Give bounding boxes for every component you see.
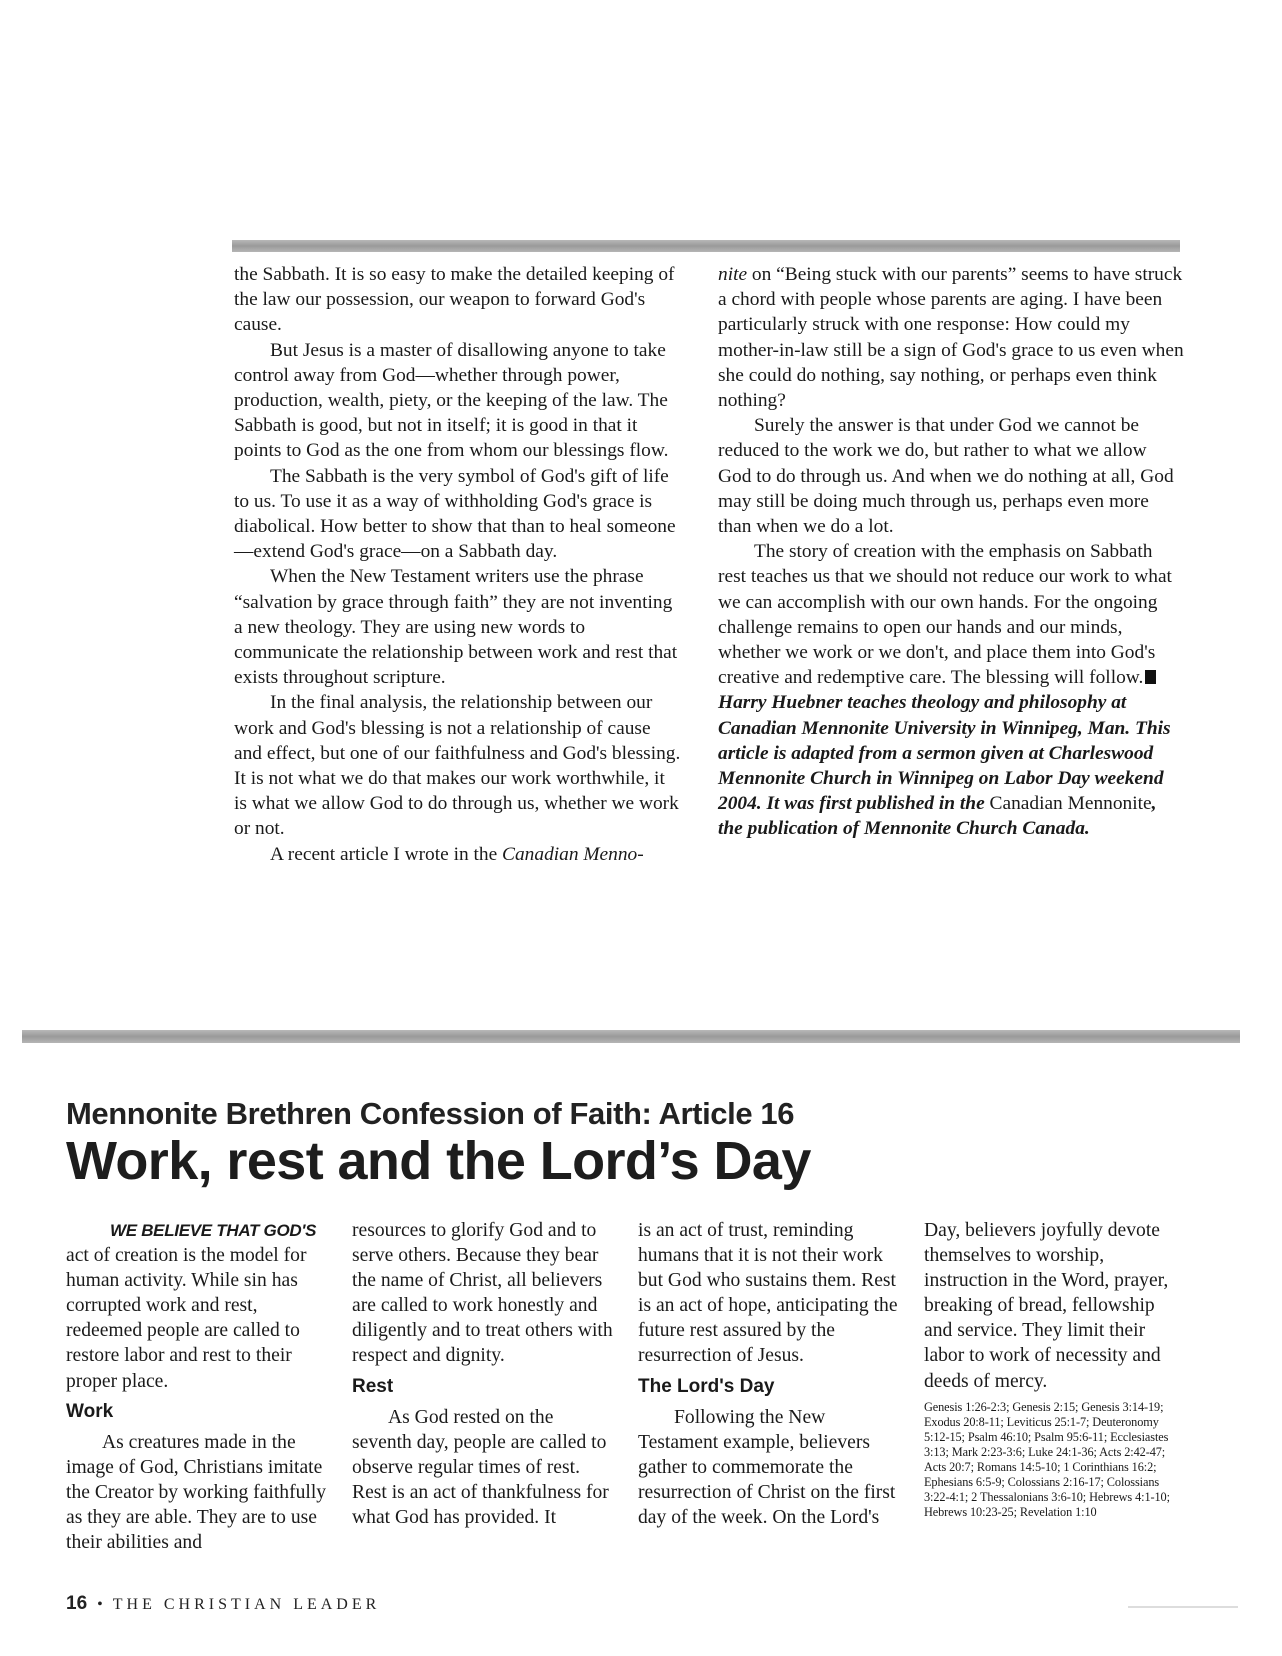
confession-column-1 — [66, 1218, 328, 1555]
lords-day-text-continued: Day, believers joyfully devote themselves to worship, instruction in the Word, prayer, breaking of bread, fellowship and service. They limit their labor to work of necessity and deeds of mercy. — [924, 1220, 1169, 1392]
confession-column-4 — [924, 1218, 1186, 1520]
article-paragraph — [234, 842, 682, 867]
rest-heading: Rest — [352, 1375, 394, 1397]
confession-lead: WE BELIEVE THAT GOD'S — [110, 1221, 317, 1240]
work-heading: Work — [66, 1400, 114, 1422]
article-text: on “Being stuck with our parents” seems to have struck a chord with people whose parents are aging. I have been particularly struck with one response: How could my mother-in-law still be a sign of God's grace to us even when she could do nothing, say nothing, or perhaps even think nothing? — [718, 264, 1184, 412]
article-paragraph — [718, 539, 1184, 690]
confession-column-2 — [352, 1218, 614, 1530]
scan-artifact-line — [1128, 1606, 1238, 1608]
author-bio-text: Harry Huebner teaches theology and philosophy at Canadian Mennonite University in Winnipeg, Man. This article is adapted from a sermon given at Charleswood Mennonite Church in Winnipeg on Labor Day weekend 2004. It was first published in the — [718, 692, 1171, 815]
work-text: As creatures made in the image of God, Christians imitate the Creator by working faithfully as they are able. They are to use their abilities and — [66, 1431, 327, 1554]
footer-bullet: • — [97, 1596, 103, 1613]
article-column-left — [234, 262, 682, 867]
lords-day-text: Following the New Testament example, believers gather to commemorate the resurrection of Christ on the first day of the week. On the Lord's — [638, 1406, 896, 1529]
page-number: 16 — [66, 1593, 88, 1614]
page-footer — [66, 1593, 380, 1615]
article-paragraph: Surely the answer is that under God we cannot be reduced to the work we do, but rather to what we allow God to do through us. And when we do nothing at all, God may still be doing much through us, perhaps even more than when we do a lot. — [718, 415, 1174, 538]
publication-name: THE CHRISTIAN LEADER — [112, 1596, 381, 1613]
author-bio-text-end: , the publication of Mennonite Church Canada. — [718, 793, 1157, 840]
article-paragraph: When the New Testament writers use the phrase “salvation by grace through faith” they are not inventing a new theology. They are using new words to communicate the relationship between work and rest that exists throughout scripture. — [234, 566, 678, 689]
confession-intro: act of creation is the model for human activity. While sin has corrupted work and rest, redeemed people are called to restore labor and rest to their proper place. — [66, 1245, 307, 1392]
article-text: The story of creation with the emphasis on Sabbath rest teaches us that we should not reduce our work to what we can accomplish with our own hands. For the ongoing challenge remains to open our hands and our minds, whether we work or we don't, and place them into God's creative and redemptive care. The blessing will follow. — [718, 541, 1172, 689]
confession-column-3 — [638, 1218, 900, 1530]
confession-headline: Work, rest and the Lord’s Day — [66, 1131, 811, 1191]
publication-title-italic: nite — [718, 264, 748, 285]
confession-kicker: Mennonite Brethren Confession of Faith: Article 16 — [66, 1096, 795, 1131]
publication-title-italic: Canadian Menno- — [502, 843, 644, 865]
article-paragraph — [718, 262, 1184, 413]
scripture-references: Genesis 1:26-2:3; Genesis 2:15; Genesis 3:14-19; Exodus 20:8-11; Leviticus 25:1-7; Deuteronomy 5:12-15; Psalm 46:10; Psalm 95:6-11; Ecclesiastes 3:13; Mark 2:23-3:6; Luke 24:1-36; Acts 2:42-47; Acts 20:7; Romans 14:5-10; 1 Corinthians 16:2; Ephesians 6:5-9; Colossians 2:16-17; Colossians 3:22-4:1; 2 Thessalonians 3:6-10; Hebrews 4:1-10; Hebrews 10:23-25; Revelation 1:10 — [924, 1399, 1170, 1519]
work-text-continued: resources to glorify God and to serve others. Because they bear the name of Christ, all believers are called to work honestly and diligently and to treat others with respect and dignity. — [352, 1220, 613, 1367]
rest-text: As God rested on the seventh day, people are called to observe regular times of rest. Rest is an act of thankfulness for what God has provided. It — [352, 1406, 609, 1529]
rest-text-continued: is an act of trust, reminding humans that it is not their work but God who sustains them. Rest is an act of hope, anticipating the future rest assured by the resurrection of Jesus. — [638, 1220, 898, 1367]
end-of-article-mark — [1145, 670, 1156, 684]
author-bio-publication: Canadian Mennonite — [989, 793, 1152, 815]
article-paragraph: But Jesus is a master of disallowing anyone to take control away from God—whether through power, production, wealth, piety, or the keeping of the law. The Sabbath is good, but not in itself; it is good in that it points to God as the one from whom our blessings flow. — [234, 339, 669, 462]
article-text: A recent article I wrote in the — [270, 843, 503, 865]
lords-day-heading: The Lord's Day — [638, 1375, 775, 1397]
section-divider-rule — [22, 1030, 1240, 1043]
article-column-right — [718, 262, 1184, 842]
article-paragraph: The Sabbath is the very symbol of God's gift of life to us. To use it as a way of withholding God's grace is diabolical. How better to show that than to heal someone—extend God's grace—on a Sabbath day. — [234, 465, 676, 563]
author-bio — [718, 690, 1184, 841]
confession-lead-line — [66, 1218, 328, 1243]
article-paragraph: the Sabbath. It is so easy to make the detailed keeping of the law our possession, our weapon to forward God's cause. — [234, 264, 675, 336]
top-divider-rule — [232, 240, 1180, 252]
article-paragraph: In the final analysis, the relationship between our work and God's blessing is not a relationship of cause and effect, but one of our faithfulness and God's blessing. It is not what we do that makes our work worthwhile, it is what we allow God to do through us, whether we work or not. — [234, 692, 681, 840]
